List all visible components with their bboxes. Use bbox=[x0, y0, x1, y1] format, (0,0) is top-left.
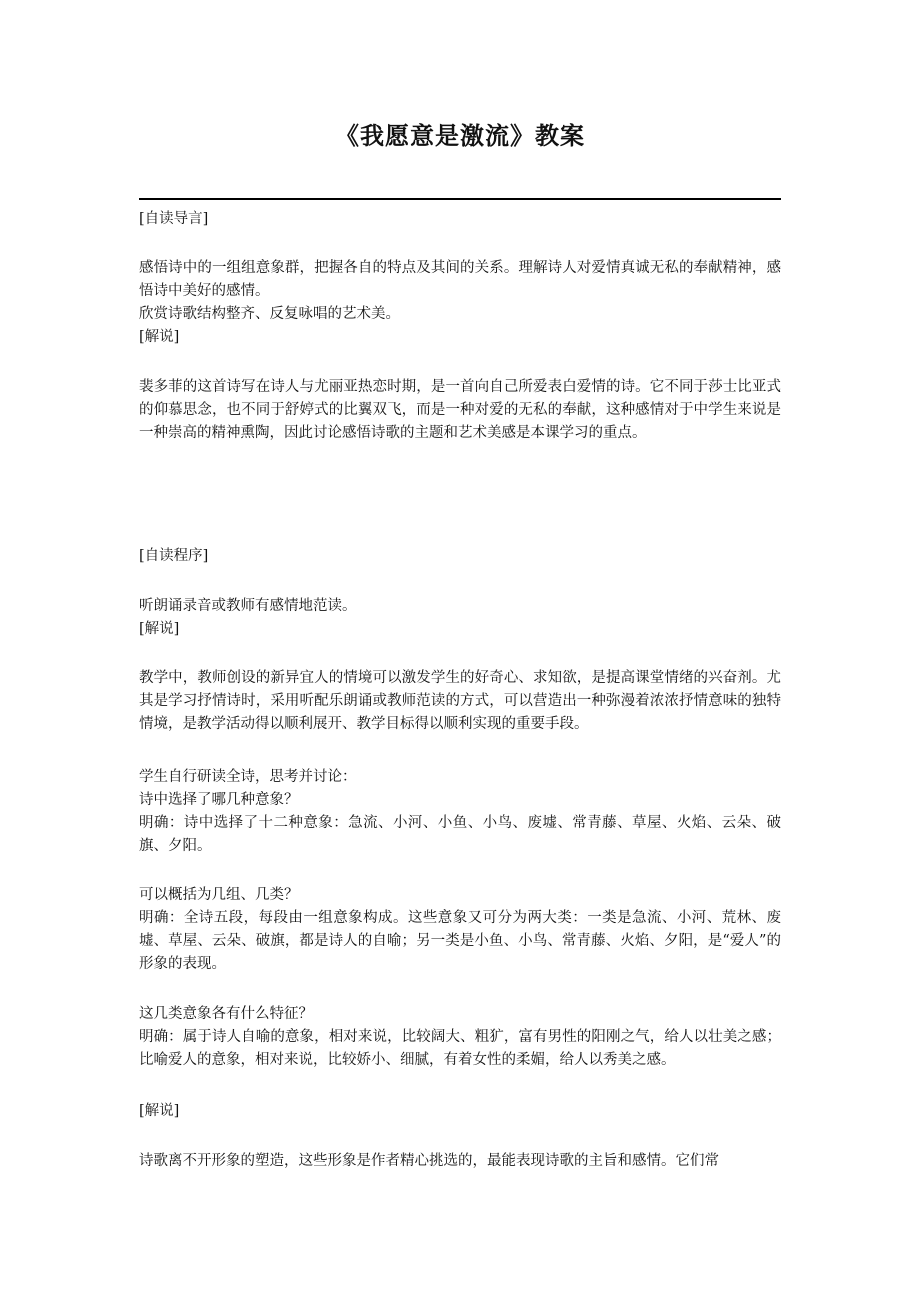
heading-self-reading-guide: [自读导言] bbox=[139, 211, 209, 227]
label-explanation: [解说] bbox=[139, 329, 180, 345]
answer-3: 明确：属于诗人自喻的意象，相对来说，比较阔大、粗犷，富有男性的阳刚之气，给人以壮美之感；比喻爱人的意象，相对来说，比较娇小、细腻，有着女性的柔媚，给人以秀美之感。 bbox=[139, 1029, 781, 1068]
heading-self-reading-procedure: [自读程序] bbox=[139, 548, 209, 564]
question-1: 诗中选择了哪几种意象？ bbox=[139, 792, 299, 808]
explanation-block-2 bbox=[139, 667, 781, 736]
paragraph-goals-1: 感悟诗中的一组组意象群，把握各自的特点及其间的关系。理解诗人对爱情真诚无私的奉献精神，感悟诗中美好的感情。 bbox=[139, 260, 781, 299]
section-heading bbox=[139, 545, 781, 568]
answer-1: 明确：诗中选择了十二种意象：急流、小河、小鱼、小鸟、废墟、常青藤、草屋、火焰、云朵、破旗、夕阳。 bbox=[139, 815, 781, 854]
paragraph-listen: 听朗诵录音或教师有感情地范读。 bbox=[139, 598, 357, 614]
answer-2: 明确：全诗五段，每段由一组意象构成。这些意象又可分为两大类：一类是急流、小河、荒林、废墟、草屋、云朵、破旗，都是诗人的自喻；另一类是小鱼、小鸟、常青藤、火焰、夕阳，是“爱人”的形象的表现。 bbox=[139, 910, 781, 972]
label-explanation: [解说] bbox=[139, 621, 180, 637]
explanation-block-1 bbox=[139, 376, 781, 445]
discussion-block bbox=[139, 766, 781, 858]
document-title: 《我愿意是激流》教案 bbox=[335, 121, 585, 150]
question-3-block bbox=[139, 1003, 781, 1072]
paragraph-explanation-3: 诗歌离不开形象的塑造，这些形象是作者精心挑选的，最能表现诗歌的主旨和感情。它们常 bbox=[139, 1153, 719, 1169]
paragraph-explanation-2: 教学中，教师创设的新异宜人的情境可以激发学生的好奇心、求知欲，是提高课堂情绪的兴奋剂。尤其是学习抒情诗时，采用听配乐朗诵或教师范读的方式，可以营造出一种弥漫着浓浓抒情意味的独特情境，是教学活动得以顺利展开、教学目标得以顺利实现的重要手段。 bbox=[139, 670, 781, 732]
paragraph-explanation-1: 裴多菲的这首诗写在诗人与尤丽亚热恋时期，是一首向自己所爱表白爱情的诗。它不同于莎士比亚式的仰慕思念，也不同于舒婷式的比翼双飞，而是一种对爱的无私的奉献，这种感情对于中学生来说是一种崇高的精神熏陶，因此讨论感悟诗歌的主题和艺术美感是本课学习的重点。 bbox=[139, 379, 781, 441]
section-heading bbox=[139, 208, 781, 231]
question-2: 可以概括为几组、几类？ bbox=[139, 887, 299, 903]
title-divider bbox=[139, 198, 781, 200]
question-3: 这几类意象各有什么特征？ bbox=[139, 1006, 313, 1022]
paragraph-goals-2: 欣赏诗歌结构整齐、反复咏唱的艺术美。 bbox=[139, 306, 400, 322]
paragraph-discuss: 学生自行研读全诗，思考并讨论： bbox=[139, 769, 357, 785]
question-2-block bbox=[139, 884, 781, 976]
explanation-block-3 bbox=[139, 1150, 781, 1173]
goals-block bbox=[139, 257, 781, 349]
explanation-label-block bbox=[139, 1100, 781, 1123]
procedure-block bbox=[139, 595, 781, 641]
label-explanation: [解说] bbox=[139, 1103, 180, 1119]
